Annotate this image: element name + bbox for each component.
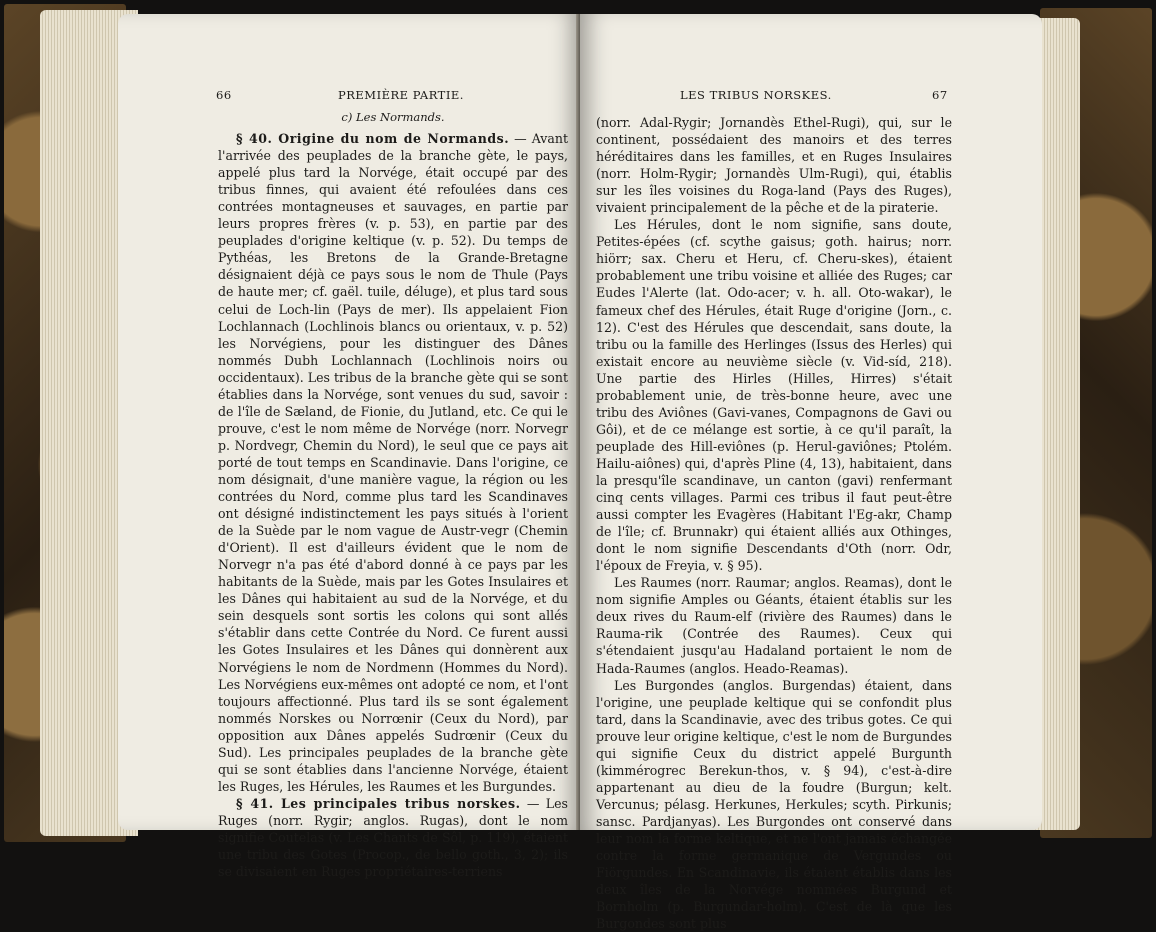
paragraph: Les Raumes (norr. Raumar; anglos. Reamas), dont le nom signifie Amples ou Géants, étaient établis sur les deux rives du Raum-elf (rivière des Raumes) dans le Rauma-rik (Contrée des Raumes). Ceux qui s'étendaient jusqu'au Hadaland portaient le nom de Hada-Raumes (anglos. Heado-Reamas).	[596, 575, 952, 676]
page-text	[596, 114, 952, 932]
paragraph: Les Hérules, dont le nom signifie, sans doute, Petites-épées (cf. scythe gaisus; goth. hairus; norr. hiörr; sax. Cheru et Heru, cf. Cheru-skes), étaient probablement une tribu voisine et alliée des Ruges; car Eudes l'Alerte (lat. Odo-acer; v. h. all. Oto-wakar), le fameux chef des Hérules, était Ruge d'origine (Jorn., c. 12). C'est des Hérules que descendait, sans doute, la tribu ou la famille des Herlinges (Issus des Herles) qui existait encore au neuvième siècle (v. Vid-síd, 218). Une partie des Hirles (Hilles, Hirres) s'était probablement unie, de très-bonne heure, avec une tribu des Aviônes (Gavi-vanes, Compagnons de Gavi ou Gôi), et de ce mélange est sortie, à ce qu'il paraît, la peuplade des Hill-eviônes (p. Herul-gaviônes; Ptolém. Hailu-aiônes) qui, d'après Pline (4, 13), habitaient, dans la presqu'île scandinave, un canton (gavi) renfermant cinq cents villages. Parmi ces tribus il faut peut-être aussi compter les Evagères (Habitant l'Eg-akr, Champ de l'île; cf. Brunnakr) qui étaient alliés aux Othinges, dont le nom signifie Descendants d'Oth (norr. Odr, l'époux de Freyia, v. § 95).	[596, 217, 952, 574]
paragraph	[218, 795, 568, 880]
left-page	[118, 14, 580, 880]
paragraph: Les Burgondes (anglos. Burgendas) étaient, dans l'origine, une peuplade keltique qui se confondit plus tard, dans la Scandinavie, avec des tribus gotes. Ce qui prouve leur origine keltique, c'est le nom de Burgundes qui signifie Ceux du district appelé Burgunth (kimmérogrec Berekun-thos, v. § 94), c'est-à-dire appartenant au dieu de la foudre (Burgun; kelt. Vercunus; pélasg. Herkunes, Herkules; scyth. Pirkunis; sansc. Pardjanyas). Les Burgondes ont conservé dans leur nom la forme keltique, et ne l'ont jamais échangée contre la forme germanique de Vergundes ou Fiörgundes. En Scandinavie, ils étaient établis dans les deux îles de la Norvége nommées Burgund et Bornholm (p. Burgundar-holm). C'est de là que les Burgondes sont plus	[596, 677, 952, 932]
paragraph-body: — Les Ruges (norr. Rygir; anglos. Rugas), dont le nom signifie Coutelas (v. Les Chants de Sôl, p. 119), étaient une tribu des Gotes (Procop., de bello goth., 3, 2); ils se divisaient en Ruges propriétaires-terriens	[218, 795, 568, 880]
paragraph-body: — Avant l'arrivée des peuplades de la branche gète, le pays, appelé plus tard la Norvége, était occupé par des tribus finnes, qui avaient été refoulées dans ces contrées montagneuses et sauvages, en partie par leurs propres frères (v. p. 53), en partie par des peuplades d'origine keltique (v. p. 52). Du temps de Pythéas, les Bretons de la Grande-Bretagne désignaient déjà ce pays sous le nom de Thule (Pays de haute mer; cf. gaël. tuile, déluge), et plus tard sous celui de Loch-lin (Pays de mer). Ils appelaient Fion Lochlannach (Lochlinois blancs ou orientaux, v. p. 52) les Norvégiens, pour les distinguer des Dânes nommés Dubh Lochlannach (Lochlinois noirs ou occidentaux). Les tribus de la branche gète qui se sont établies dans la Norvége, sont venues du sud, savoir : de l'île de Sæland, de Fionie, du Jutland, etc. Ce qui le prouve, c'est le nom même de Norvége (norr. Norvegr p. Nordvegr, Chemin du Nord), le seul que ce pays ait porté de tout temps en Scandinavie. Dans l'origine, ce nom désignait, d'une manière vague, la région ou les contrées du Nord, comme plus tard les Scandinaves ont désigné indistinctement les pays situés à l'orient de la Suède par le nom vague de Austr-vegr (Chemin d'Orient). Il est d'ailleurs évident que le nom de Norvegr n'a pas été d'abord donné à ce pays par les habitants de la Suède, mais par les Gotes Insulaires et les Dânes qui habitaient au sud de la Norvége, et du sein desquels sont sortis les colons qui sont allés s'établir dans cette Contrée du Nord. Ce furent aussi les Gotes Insulaires et les Dânes qui donnèrent aux Norvégiens le nom de Nordmenn (Hommes du Nord). Les Norvégiens eux-mêmes ont adopté ce nom, et l'ont toujours affectionné. Plus tard ils se sont également nommés Norskes ou Norrœnir (Ceux du Nord), par opposition aux Dânes appelés Sudrœnir (Ceux du Sud). Les principales peuplades de la branche gète qui se sont établies dans l'ancienne Norvége, étaient les Ruges, les Hérules, les Raumes et les Burgundes.	[218, 131, 568, 794]
running-title: PREMIÈRE PARTIE.	[338, 88, 464, 102]
right-page	[580, 14, 1042, 932]
page-number: 66	[216, 88, 232, 102]
section-heading: § 41. Les principales tribus norskes.	[236, 795, 521, 811]
section-heading: § 40. Origine du nom de Normands.	[236, 131, 510, 147]
paragraph: (norr. Adal-Rygir; Jornandès Ethel-Rugi), qui, sur le continent, possédaient des manoirs et des terres héréditaires dans les familles, et en Ruges Insulaires (norr. Holm-Rygir; Jornandès Ulm-Rugi), qui, établis sur les îles voisines du Roga-land (Pays des Ruges), vivaient principalement de la pêche et de la piraterie.	[596, 115, 952, 216]
running-title: LES TRIBUS NORSKES.	[680, 88, 832, 102]
paragraph	[218, 130, 568, 795]
page-number: 67	[932, 88, 948, 102]
subsection-title: c) Les Normands.	[341, 110, 445, 124]
page-text	[218, 109, 568, 880]
